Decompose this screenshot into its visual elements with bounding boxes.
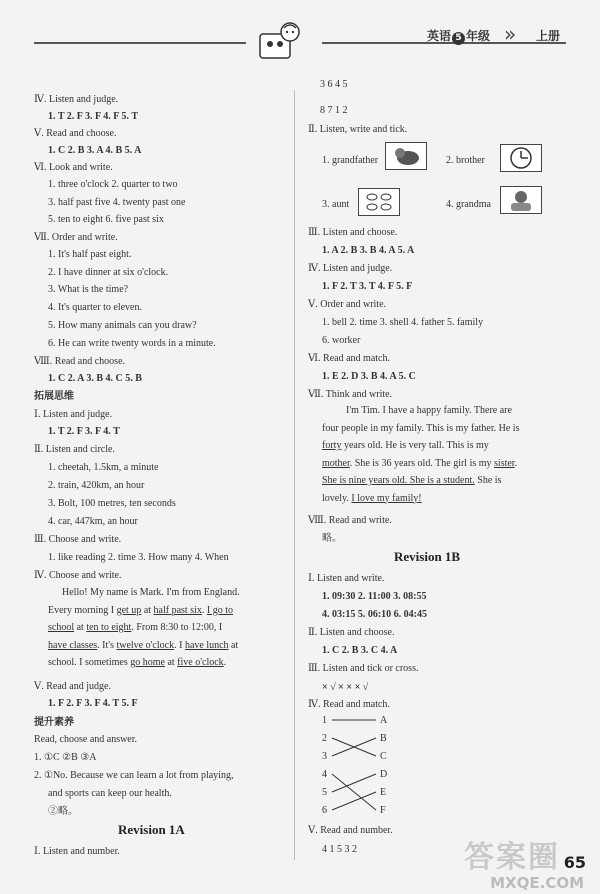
revision-heading: Revision 1A (118, 822, 185, 837)
passage-line: have classes. It's twelve o'clock. I have lunch at (48, 639, 239, 651)
answer-line: 2. train, 420km, an hour (48, 480, 145, 491)
match-left-label: 5 (322, 787, 327, 798)
section-title: Ⅰ. Listen and number. (34, 846, 120, 857)
header-volume: 上册 (536, 29, 561, 43)
passage-line: school at ten to eight. From 8:30 to 12:00, I (48, 622, 223, 633)
section-title: Ⅳ. Choose and write. (34, 570, 122, 581)
answer-line: 1. cheetah, 1.5km, a minute (48, 462, 159, 473)
answer-line: 3. Bolt, 100 metres, ten seconds (48, 498, 176, 509)
answer-line: 2. ①No. Because we can learn a lot from playing, (34, 770, 234, 781)
section-title: Ⅷ. Read and choose. (34, 356, 126, 367)
answer-line: 1. T 2. F 3. F 4. F 5. T (48, 111, 139, 122)
page-number: 65 (563, 853, 586, 872)
answer-line: 3. half past five 4. twenty past one (48, 197, 186, 208)
match-lines (318, 714, 398, 818)
watermark-logo: 答案圈 (464, 840, 560, 875)
matching-diagram (318, 714, 398, 818)
answer-line: 略。 (322, 533, 342, 544)
match-left-label: 6 (322, 805, 327, 816)
answer-line: 1. grandfather (322, 155, 379, 166)
clock-icon (500, 144, 542, 172)
answer-line: 1. E 2. D 3. B 4. A 5. C (322, 371, 416, 382)
answer-line: 4. grandma (446, 199, 491, 210)
section-title: Ⅳ. Read and match. (308, 699, 390, 710)
answer-line: × √ × × × √ (322, 682, 369, 693)
answer-line: 5. How many animals can you draw? (48, 320, 197, 331)
match-left-label: 3 (322, 751, 327, 762)
match-right-label: A (380, 715, 388, 726)
passage-line: She is nine years old. She is a student. She is (322, 475, 502, 486)
section-title: Ⅴ. Read and judge. (34, 681, 111, 692)
answer-line: 5. ten to eight 6. five past six (48, 214, 164, 225)
answer-line: 1. F 2. F 3. F 4. T 5. F (48, 698, 138, 709)
section-title: Ⅱ. Listen, write and tick. (308, 124, 408, 135)
match-right-label: E (380, 787, 387, 798)
grandfather-picture-icon (385, 142, 427, 170)
section-title: Ⅱ. Listen and choose. (308, 627, 395, 638)
passage-line: Hello! My name is Mark. I'm from England. (62, 587, 240, 598)
revision-heading: Revision 1B (394, 549, 461, 564)
section-title: Ⅶ. Think and write. (308, 389, 393, 400)
section-title: Ⅲ. Listen and tick or cross. (308, 663, 419, 674)
section-title: Ⅲ. Listen and choose. (308, 227, 398, 238)
section-title: Ⅲ. Choose and write. (34, 534, 122, 545)
answer-line: 1. A 2. B 3. B 4. A 5. A (322, 245, 415, 256)
passage-line: Every morning I get up at half past six. I go to (48, 604, 233, 616)
passage-line: forty years old. He is very tall. This is my (322, 440, 489, 451)
answer-line: 4. It's quarter to eleven. (48, 302, 142, 313)
column-divider (294, 90, 295, 860)
answer-line: 4. car, 447km, an hour (48, 516, 138, 527)
answer-line: ②略。 (48, 806, 78, 817)
answer-line: 1. three o'clock 2. quarter to two (48, 179, 178, 190)
passage (322, 402, 572, 507)
answer-line: 1. C 2. A 3. B 4. C 5. B (48, 373, 142, 384)
header-rule-left (34, 42, 246, 44)
match-right-label: F (380, 805, 386, 816)
section-title: Ⅶ. Order and write. (34, 232, 118, 243)
passage-line: lovely. I love my family! (322, 492, 422, 504)
passage (48, 584, 286, 672)
section-title: Ⅴ. Read and number. (308, 825, 393, 836)
answer-line: 1. It's half past eight. (48, 249, 132, 260)
section-title: Ⅴ. Order and write. (308, 299, 387, 310)
section-title: Ⅰ. Listen and write. (308, 573, 385, 584)
section-title: Ⅱ. Listen and circle. (34, 444, 115, 455)
mascot-icon (256, 20, 302, 64)
passage-line: I'm Tim. I have a happy family. There are (346, 405, 512, 416)
match-right-label: C (380, 751, 387, 762)
answer-line: 6. He can write twenty words in a minute. (48, 338, 216, 349)
answer-line: 1. ①C ②B ③A (34, 752, 97, 763)
section-title: Ⅵ. Read and match. (308, 353, 390, 364)
passage-line: mother. She is 36 years old. The girl is my sister. (322, 457, 518, 469)
answer-line: 1. C 2. B 3. C 4. A (322, 645, 398, 656)
section-title: Ⅰ. Listen and judge. (34, 409, 113, 420)
answer-line: 2. I have dinner at six o'clock. (48, 267, 169, 278)
section-title: Ⅵ. Look and write. (34, 162, 113, 173)
match-right-label: D (380, 769, 388, 780)
answer-line: 1. like reading 2. time 3. How many 4. When (48, 552, 229, 563)
section-title: Ⅴ. Read and choose. (34, 128, 117, 139)
answer-line: 1. bell 2. time 3. shell 4. father 5. family (322, 317, 484, 328)
section-heading: 提升素养 (34, 717, 74, 728)
answer-line: 8 7 1 2 (320, 105, 348, 116)
answer-line: 3. aunt (322, 199, 350, 210)
passage-line: school. I sometimes go home at five o'clock. (48, 657, 227, 668)
answer-line: 6. worker (322, 335, 361, 346)
section-heading: 拓展思维 (34, 391, 74, 402)
answer-line: 1. T 2. F 3. F 4. T (48, 426, 120, 437)
answer-line: 2. brother (446, 155, 485, 166)
header-subject: 英语 5 年级 (427, 29, 491, 43)
answer-line: 4 1 5 3 2 (322, 844, 357, 855)
circles-picture-icon (358, 188, 400, 216)
match-left-label: 1 (322, 715, 327, 726)
section-title: Ⅳ. Listen and judge. (308, 263, 393, 274)
answer-line: 3 6 4 5 (320, 79, 348, 90)
answer-line: 1. F 2. T 3. T 4. F 5. F (322, 281, 413, 292)
watermark-url: MXQE.COM (490, 874, 584, 892)
answer-line: 4. 03:15 5. 06:10 6. 04:45 (322, 609, 427, 620)
grandma-picture-icon (500, 186, 542, 214)
match-left-label: 2 (322, 733, 327, 744)
passage-line: four people in my family. This is my father. He is (322, 422, 520, 434)
answer-line: 1. 09:30 2. 11:00 3. 08:55 (322, 591, 427, 602)
match-right-label: B (380, 733, 387, 744)
section-title: Read, choose and answer. (34, 734, 138, 745)
answer-line: and sports can keep our health. (48, 788, 172, 799)
match-left-label: 4 (322, 769, 327, 780)
section-title: Ⅷ. Read and write. (308, 515, 392, 526)
answer-line: 1. C 2. B 3. A 4. B 5. A (48, 145, 142, 156)
chevron-right-icon: » (504, 22, 517, 46)
answer-line: 3. What is the time? (48, 284, 129, 295)
section-title: Ⅳ. Listen and judge. (34, 94, 119, 105)
